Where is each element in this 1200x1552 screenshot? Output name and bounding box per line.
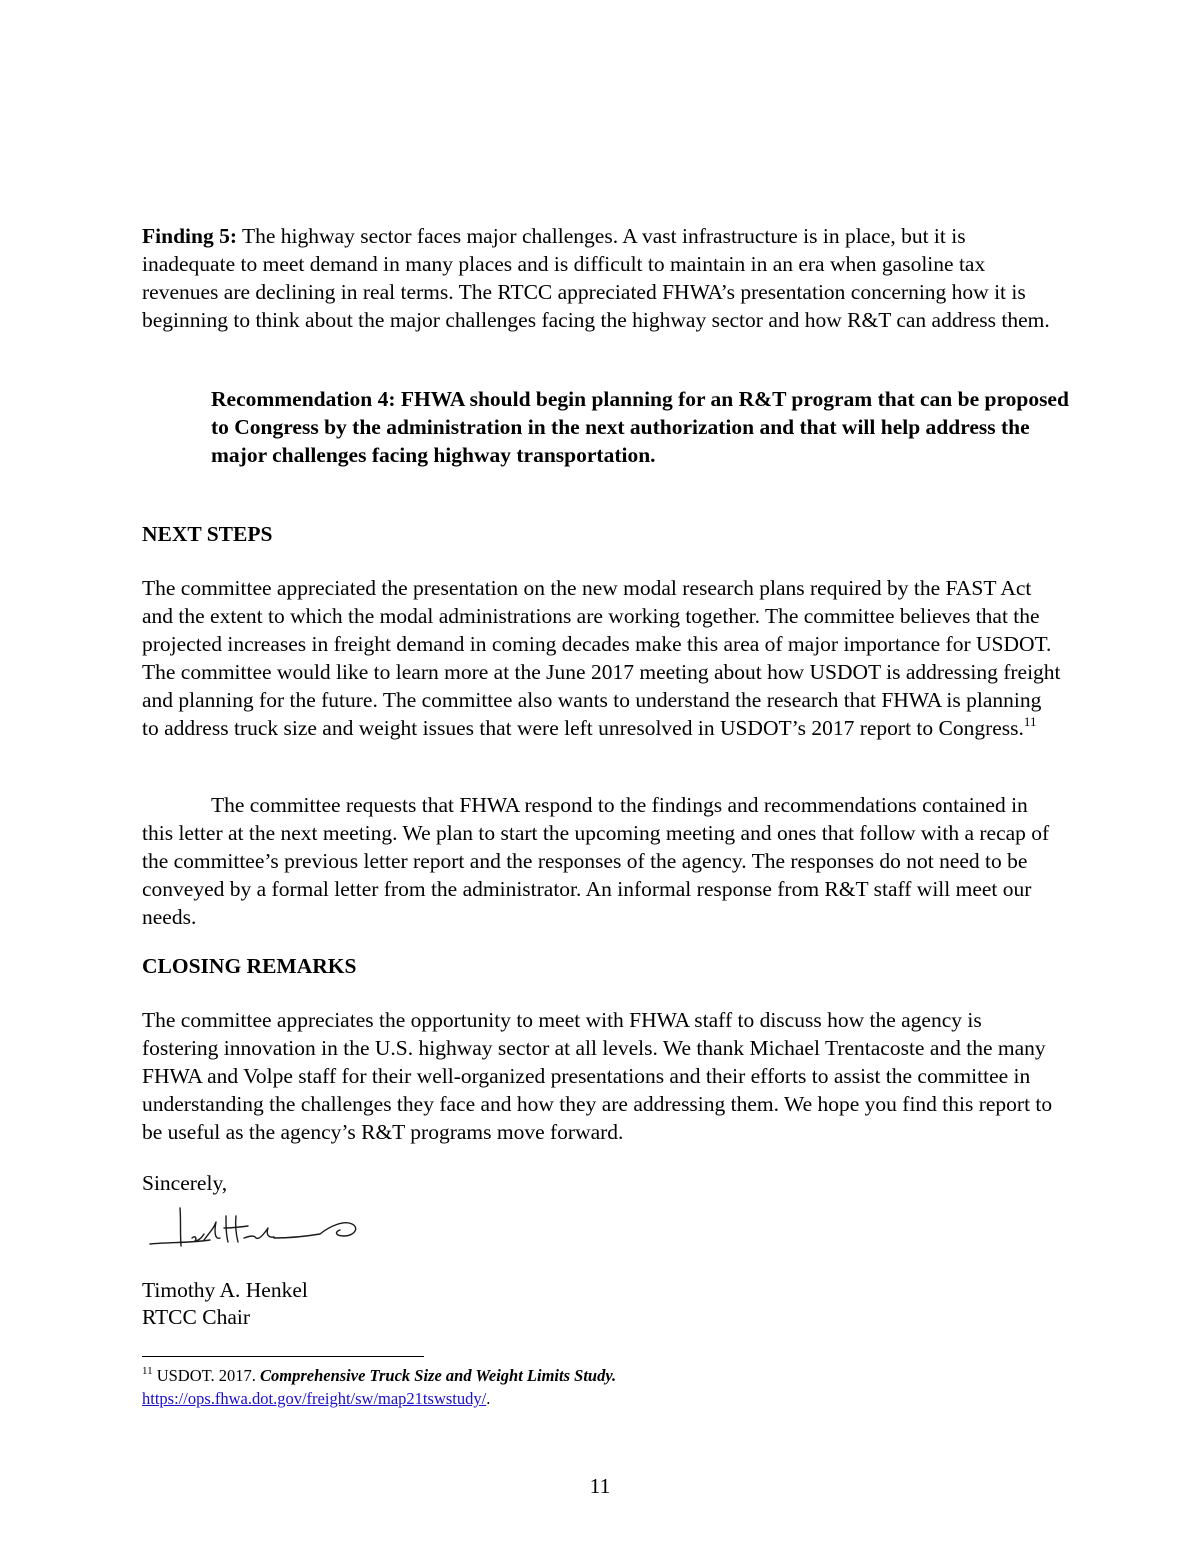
finding-5-label: Finding 5:: [142, 224, 237, 248]
footnote-suffix: .: [486, 1389, 491, 1408]
next-steps-paragraph-1-text: The committee appreciated the presentation on the new modal research plans required by the FAST Act and the extent to which the modal administrations are working together. The committee believes that the projected increases in freight demand in coming decades make this area of major importance for USDOT. The committee would like to learn more at the June 2017 meeting about how USDOT is addressing freight and planning for the future. The committee also wants to understand the research that FHWA is planning to address truck size and weight issues that were left unresolved in USDOT’s 2017 report to Congress.: [142, 576, 1061, 740]
footnote-prefix: USDOT. 2017.: [152, 1366, 260, 1385]
recommendation-4: Recommendation 4: FHWA should begin planning for an R&T program that can be proposed to Congress by the administration in the next authorization and that will help address the major challenges facing highway transportation.: [211, 387, 1069, 467]
next-steps-heading: NEXT STEPS: [142, 522, 273, 546]
signature-image: [140, 1202, 370, 1262]
next-steps-paragraph-2: The committee requests that FHWA respond to the findings and recommendations contained in this letter at the next meeting. We plan to start the upcoming meeting and ones that follow with a recap of the committee’s previous letter report and the responses of the agency. The responses do not need to be conveyed by a formal letter from the administrator. An informal response from R&T staff will meet our needs.: [142, 793, 1050, 929]
closing-remarks-paragraph: The committee appreciates the opportunity to meet with FHWA staff to discuss how the agency is fostering innovation in the U.S. highway sector at all levels. We thank Michael Trentacoste and the many FHWA and Volpe staff for their well-organized presentations and their efforts to assist the committee in understanding the challenges they face and how they are addressing them. We hope you find this report to be useful as the agency’s R&T programs move forward.: [142, 1008, 1053, 1144]
salutation: Sincerely,: [142, 1171, 228, 1195]
finding-5-paragraph: [142, 222, 1062, 334]
finding-5-text: The highway sector faces major challenges. A vast infrastructure is in place, but it is inadequate to meet demand in many places and is difficult to maintain in an era when gasoline tax revenues are declining in real terms. The RTCC appreciated FHWA’s presentation concerning how it is beginning to think about the major challenges facing the highway sector and how R&T can address them.: [142, 224, 1050, 332]
footnote-citation: [142, 1364, 1062, 1387]
footnote-title: Comprehensive Truck Size and Weight Limits Study.: [260, 1366, 617, 1385]
footnote-link-line: [142, 1387, 1062, 1410]
next-steps-paragraph-1: [142, 574, 1062, 742]
signer-title: RTCC Chair: [142, 1305, 251, 1329]
footnote-separator: [142, 1356, 424, 1357]
footnote-reference[interactable]: 11: [1023, 714, 1037, 729]
page-number: 11: [589, 1474, 611, 1498]
footnote-number: 11: [142, 1365, 153, 1377]
footnote-link[interactable]: https://ops.fhwa.dot.gov/freight/sw/map21tswstudy/: [142, 1389, 487, 1408]
closing-remarks-heading: CLOSING REMARKS: [142, 954, 357, 978]
signer-name: Timothy A. Henkel: [142, 1278, 308, 1302]
footnote-11: [142, 1364, 1062, 1410]
